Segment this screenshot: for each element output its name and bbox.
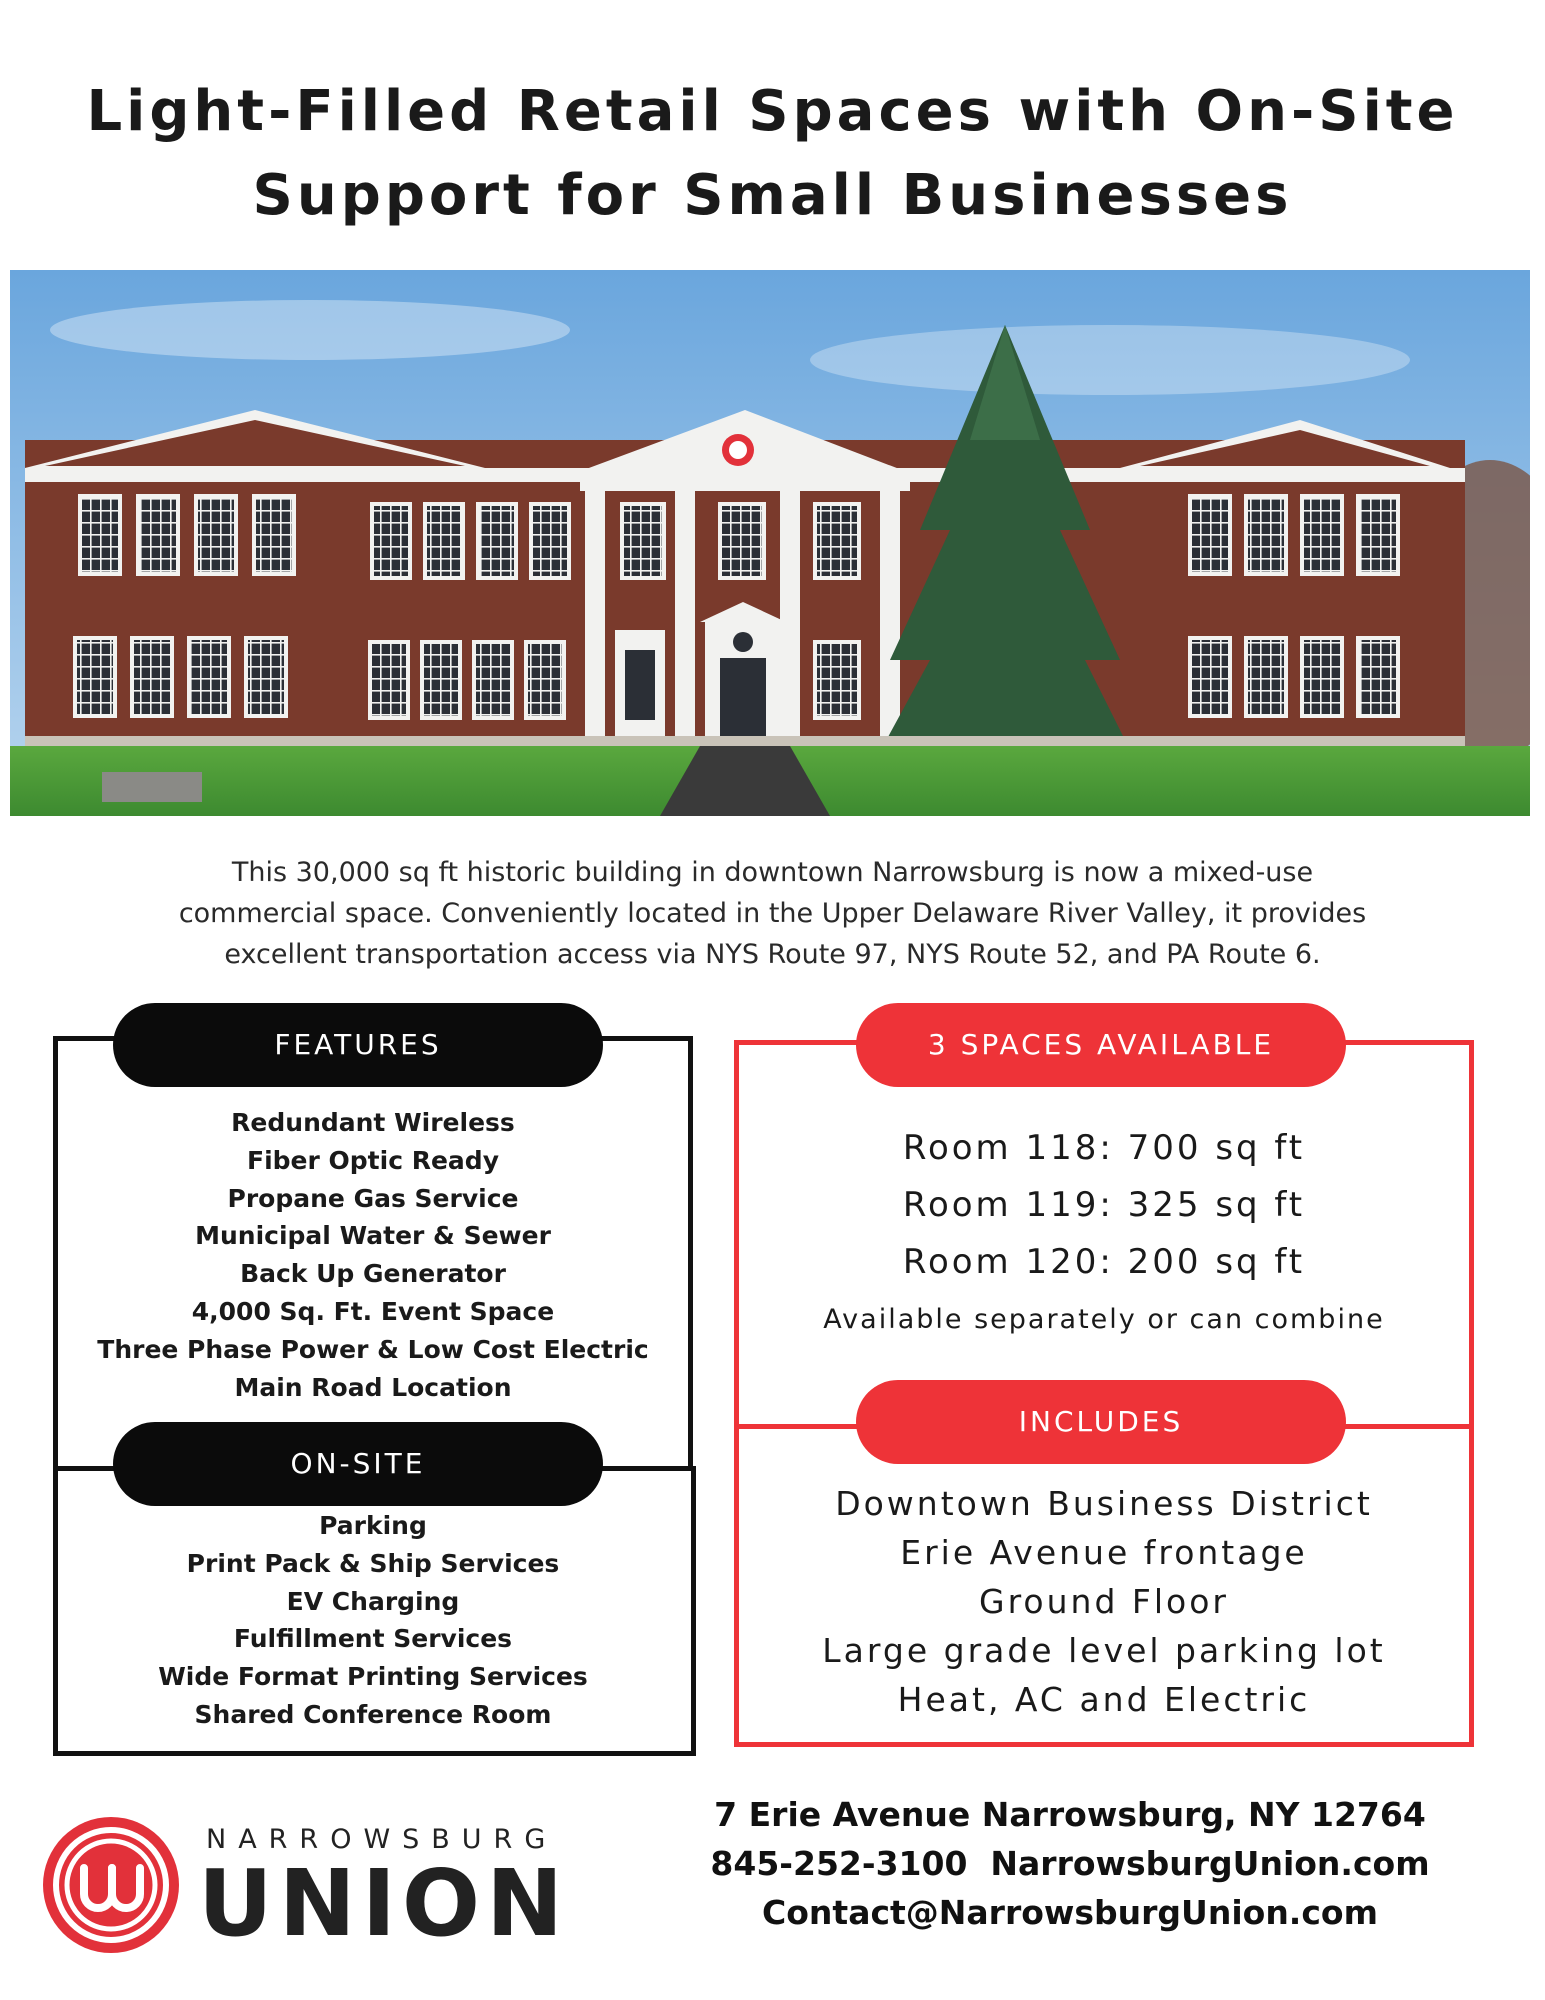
features-item: Municipal Water & Sewer <box>195 1221 551 1251</box>
onsite-item: Wide Format Printing Services <box>158 1662 588 1692</box>
includes-item: Heat, AC and Electric <box>897 1680 1311 1719</box>
room-item: Room 119: 325 sq ft <box>902 1185 1306 1225</box>
page-title-line-1: Light-Filled Retail Spaces with On-Site <box>86 79 1459 144</box>
intro-paragraph <box>70 852 1475 975</box>
features-item: Propane Gas Service <box>227 1183 519 1213</box>
logo-word-narrowsburg: NARROWSBURG <box>206 1824 558 1855</box>
includes-list <box>739 1479 1469 1724</box>
contact-address: 7 Erie Avenue Narrowsburg, NY 12764 <box>714 1795 1426 1834</box>
onsite-item: Parking <box>319 1511 427 1540</box>
onsite-list <box>58 1507 688 1734</box>
spaces-note: Available separately or can combine <box>823 1304 1385 1335</box>
room-item: Room 120: 200 sq ft <box>902 1242 1306 1282</box>
intro-line-1: This 30,000 sq ft historic building in downtown Narrowsburg is now a mixed-use <box>231 857 1314 888</box>
includes-heading: INCLUDES <box>856 1380 1346 1464</box>
page-title-line-2: Support for Small Businesses <box>252 163 1293 228</box>
onsite-item: Shared Conference Room <box>194 1699 552 1729</box>
contact-phone-web[interactable]: 845-252-3100 NarrowsburgUnion.com <box>710 1844 1430 1883</box>
includes-item: Erie Avenue frontage <box>900 1533 1308 1572</box>
intro-line-3: excellent transportation access via NYS Route 97, NYS Route 52, and PA Route 6. <box>224 939 1321 970</box>
room-item: Room 118: 700 sq ft <box>902 1128 1306 1168</box>
features-heading: FEATURES <box>113 1003 603 1087</box>
features-item: Fiber Optic Ready <box>247 1145 499 1175</box>
contact-info <box>660 1790 1480 1937</box>
rooms-list <box>739 1120 1469 1291</box>
building-photo-icon <box>10 270 1530 816</box>
features-item: Main Road Location <box>234 1372 512 1402</box>
features-item: Three Phase Power & Low Cost Electric <box>97 1334 649 1364</box>
narrowsburg-union-logo <box>36 1810 570 1960</box>
contact-email[interactable]: Contact@NarrowsburgUnion.com <box>762 1893 1378 1932</box>
spaces-heading: 3 SPACES AVAILABLE <box>856 1003 1346 1087</box>
includes-item: Ground Floor <box>979 1582 1229 1621</box>
includes-item: Large grade level parking lot <box>822 1631 1386 1670</box>
building-photo <box>10 270 1530 816</box>
features-item: Back Up Generator <box>240 1259 506 1289</box>
intro-line-2: commercial space. Conveniently located in the Upper Delaware River Valley, it provides <box>178 898 1367 929</box>
features-item: 4,000 Sq. Ft. Event Space <box>191 1296 555 1326</box>
onsite-item: Print Pack & Ship Services <box>186 1548 560 1578</box>
features-item: Redundant Wireless <box>231 1108 515 1137</box>
onsite-item: Fulfillment Services <box>233 1624 513 1654</box>
narrowsburg-union-logo-icon <box>36 1810 186 1960</box>
logo-word-union: UNION <box>198 1850 570 1957</box>
page-title <box>0 70 1545 238</box>
features-list <box>58 1104 688 1406</box>
onsite-item: EV Charging <box>286 1586 460 1616</box>
onsite-heading: ON-SITE <box>113 1422 603 1506</box>
includes-item: Downtown Business District <box>835 1484 1373 1523</box>
